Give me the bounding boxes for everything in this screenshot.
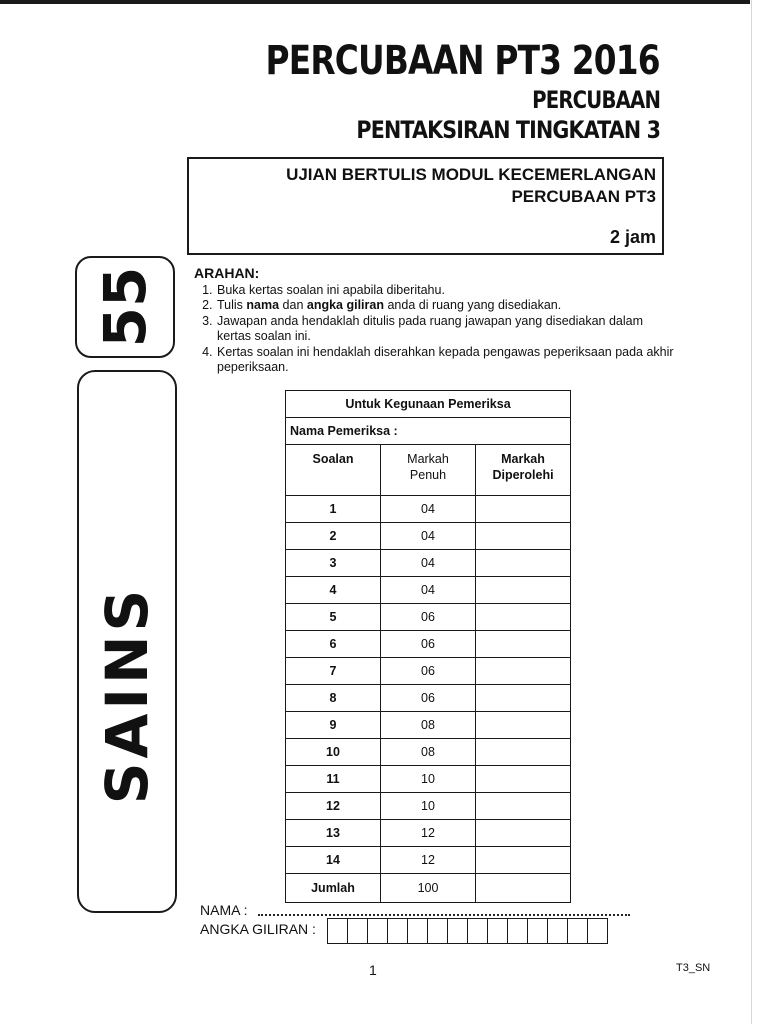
marks-obtained-cell[interactable]: [476, 577, 571, 604]
instructions-list: [194, 283, 674, 376]
full-marks: 04: [381, 577, 476, 604]
full-marks: 06: [381, 685, 476, 712]
table-row: [286, 793, 571, 820]
table-row: [286, 685, 571, 712]
exam-duration: 2 jam: [609, 227, 656, 247]
index-digit-box[interactable]: [508, 919, 528, 943]
full-marks: 10: [381, 766, 476, 793]
instruction-item: 4. Kertas soalan ini hendaklah diserahkan kepada pengawas peperiksaan pada akhir peperiksaan.: [216, 345, 674, 376]
marks-obtained-cell[interactable]: [476, 658, 571, 685]
top-border-line: [0, 0, 750, 4]
question-number: 7: [286, 658, 381, 685]
table-row: [286, 766, 571, 793]
question-number: 10: [286, 739, 381, 766]
index-number-boxes[interactable]: [327, 918, 608, 944]
marks-obtained-cell[interactable]: [476, 766, 571, 793]
candidate-name-line[interactable]: [258, 913, 630, 916]
full-marks: 08: [381, 739, 476, 766]
instructions: [194, 266, 674, 376]
question-number: 8: [286, 685, 381, 712]
index-digit-box[interactable]: [428, 919, 448, 943]
index-number-label: ANGKA GILIRAN :: [200, 921, 316, 937]
paper-code: T3_SN: [676, 962, 711, 974]
marks-obtained-cell[interactable]: [476, 685, 571, 712]
table-row: [286, 523, 571, 550]
question-number: 12: [286, 793, 381, 820]
exam-series: PERCUBAAN PT3: [511, 187, 656, 206]
index-digit-box[interactable]: [488, 919, 508, 943]
index-digit-box[interactable]: [588, 919, 608, 943]
marks-obtained-cell[interactable]: [476, 631, 571, 658]
question-number: 5: [286, 604, 381, 631]
question-number: 3: [286, 550, 381, 577]
full-marks: 04: [381, 496, 476, 523]
examiner-name-row: [286, 418, 571, 445]
exam-name: UJIAN BERTULIS MODUL KECEMERLANGAN: [286, 165, 656, 184]
question-number: 9: [286, 712, 381, 739]
subject-code: 55: [91, 266, 159, 348]
index-digit-box[interactable]: [568, 919, 588, 943]
examiner-mark-table: [285, 390, 571, 903]
instruction-item: 1. Buka kertas soalan ini apabila diberitahu.: [216, 283, 674, 299]
marks-obtained-cell[interactable]: [476, 523, 571, 550]
total-obtained-cell[interactable]: [476, 874, 571, 903]
marks-obtained-cell[interactable]: [476, 793, 571, 820]
full-marks: 08: [381, 712, 476, 739]
index-digit-box[interactable]: [388, 919, 408, 943]
marks-obtained-cell[interactable]: [476, 739, 571, 766]
question-number: 13: [286, 820, 381, 847]
subject-name-box: [77, 370, 177, 913]
marks-obtained-cell[interactable]: [476, 550, 571, 577]
table-header-row: [286, 445, 571, 496]
index-digit-box[interactable]: [528, 919, 548, 943]
table-title-row: [286, 391, 571, 418]
full-marks: 04: [381, 550, 476, 577]
instructions-heading: ARAHAN:: [194, 265, 260, 281]
marks-obtained-cell[interactable]: [476, 712, 571, 739]
subject-code-box: [75, 256, 175, 358]
full-marks: 04: [381, 523, 476, 550]
marks-obtained-cell[interactable]: [476, 604, 571, 631]
question-number: 14: [286, 847, 381, 874]
paper-title: PERCUBAAN PT3 2016: [265, 38, 660, 84]
page-number: 1: [369, 962, 377, 978]
full-marks: 12: [381, 820, 476, 847]
table-row: [286, 550, 571, 577]
full-marks: 06: [381, 658, 476, 685]
table-row: [286, 577, 571, 604]
table-row: [286, 631, 571, 658]
index-digit-box[interactable]: [368, 919, 388, 943]
table-row: [286, 739, 571, 766]
question-number: 1: [286, 496, 381, 523]
table-row: [286, 604, 571, 631]
index-digit-box[interactable]: [468, 919, 488, 943]
instruction-item: 3. Jawapan anda hendaklah ditulis pada ruang jawapan yang disediakan dalam kertas soalan ini.: [216, 314, 674, 345]
full-marks: 10: [381, 793, 476, 820]
question-number: 6: [286, 631, 381, 658]
full-marks: 06: [381, 631, 476, 658]
index-digit-box[interactable]: [348, 919, 368, 943]
subject-name: SAINS: [93, 586, 161, 805]
index-digit-box[interactable]: [548, 919, 568, 943]
total-label: Jumlah: [286, 874, 381, 903]
index-digit-box[interactable]: [408, 919, 428, 943]
paper-subtitle: PERCUBAAN: [532, 86, 660, 114]
table-row: [286, 712, 571, 739]
header-question: Soalan: [286, 445, 381, 496]
paper-assessment-name: PENTAKSIRAN TINGKATAN 3: [356, 116, 660, 144]
marks-obtained-cell[interactable]: [476, 496, 571, 523]
table-row: [286, 496, 571, 523]
full-marks: 12: [381, 847, 476, 874]
question-number: 2: [286, 523, 381, 550]
index-digit-box[interactable]: [328, 919, 348, 943]
exam-info-box: [187, 157, 664, 255]
page-edge-line: [751, 0, 752, 1024]
index-digit-box[interactable]: [448, 919, 468, 943]
question-number: 4: [286, 577, 381, 604]
header-marks-obtained: Markah Diperolehi: [476, 445, 571, 496]
table-title: Untuk Kegunaan Pemeriksa: [286, 391, 571, 418]
table-row: [286, 847, 571, 874]
candidate-name-label: NAMA :: [200, 902, 248, 918]
full-marks: 06: [381, 604, 476, 631]
examiner-name-label: Nama Pemeriksa :: [286, 418, 571, 445]
total-full-marks: 100: [381, 874, 476, 903]
total-row: [286, 874, 571, 903]
table-row: [286, 820, 571, 847]
header-full-marks: Markah Penuh: [381, 445, 476, 496]
marks-obtained-cell[interactable]: [476, 847, 571, 874]
marks-obtained-cell[interactable]: [476, 820, 571, 847]
instruction-item: 2. Tulis nama dan angka giliran anda di ruang yang disediakan.: [216, 298, 674, 314]
question-number: 11: [286, 766, 381, 793]
table-row: [286, 658, 571, 685]
